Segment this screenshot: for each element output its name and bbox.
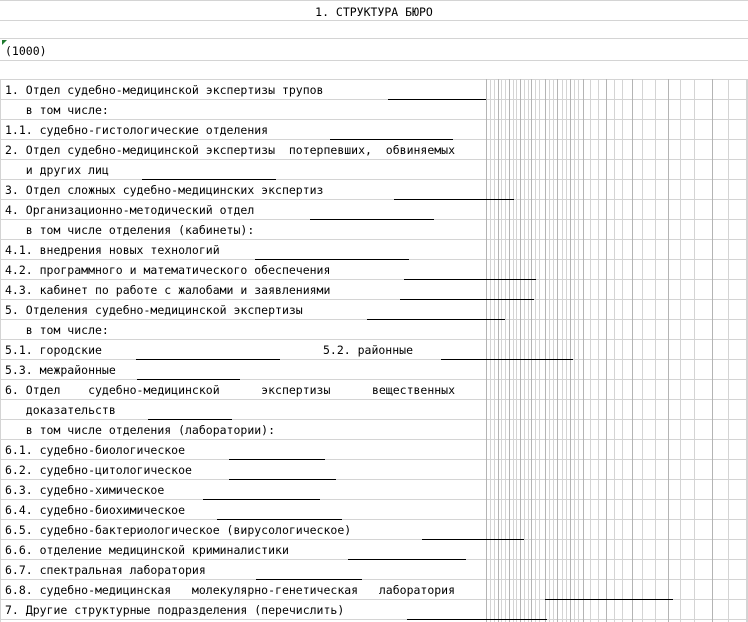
row-label-3: 3. Отдел сложных судебно-медицинских экспертиз <box>5 183 324 197</box>
row-label-4-sub: в том числе отделения (кабинеты): <box>5 223 255 237</box>
row-label-4-3: 4.3. кабинет по работе с жалобами и заявлениями <box>5 283 331 297</box>
row-label-5: 5. Отделения судебно-медицинской экспертизы <box>5 303 303 317</box>
answer-field-4-2[interactable] <box>404 279 536 280</box>
grid-column-line <box>501 79 502 622</box>
grid-row-line <box>0 359 748 360</box>
row-label-1: 1. Отдел судебно-медицинской экспертизы трупов <box>5 83 324 97</box>
grid-row-line <box>0 239 748 240</box>
grid-row-line <box>0 199 748 200</box>
answer-field-6-2[interactable] <box>229 479 336 480</box>
grid-row-line <box>0 279 748 280</box>
grid-column-line <box>570 79 571 622</box>
grid-column-line <box>505 79 506 622</box>
row-label-2-cont: и других лиц <box>5 163 109 177</box>
row-label-6-2: 6.2. судебно-цитологическое <box>5 463 192 477</box>
grid-column-line <box>549 79 550 622</box>
grid-column-line <box>583 79 584 622</box>
grid-column-line <box>712 79 713 622</box>
answer-field-4[interactable] <box>310 219 434 220</box>
grid-row-line <box>0 539 748 540</box>
grid-column-line <box>539 79 540 622</box>
grid-column-line <box>642 79 643 622</box>
form-code: (1000) <box>5 44 47 58</box>
answer-field-1[interactable] <box>388 99 486 100</box>
grid-column-line <box>694 79 695 622</box>
grid-border-line <box>0 79 1 622</box>
row-label-6-8: 6.8. судебно-медицинская молекулярно-генетическая лаборатория <box>5 583 456 597</box>
answer-field-3[interactable] <box>394 199 514 200</box>
grid-column-line <box>524 79 525 622</box>
grid-column-line <box>490 79 491 622</box>
row-label-5-sub: в том числе: <box>5 323 109 337</box>
grid-row-line <box>0 60 748 61</box>
grid-column-line <box>606 79 607 622</box>
row-label-5-3: 5.3. межрайонные <box>5 363 116 377</box>
grid-column-line <box>632 79 633 622</box>
grid-row-line <box>0 159 748 160</box>
grid-column-line <box>509 79 510 622</box>
answer-field-5-2[interactable] <box>441 359 573 360</box>
row-label-6-1: 6.1. судебно-биологическое <box>5 443 186 457</box>
row-label-6-4: 6.4. судебно-биохимическое <box>5 503 186 517</box>
grid-row-line <box>0 399 748 400</box>
grid-row-line <box>0 99 748 100</box>
grid-column-line <box>531 79 532 622</box>
grid-row-line <box>0 419 748 420</box>
grid-row-line <box>0 519 748 520</box>
grid-row-line <box>0 38 748 39</box>
answer-field-5[interactable] <box>367 319 505 320</box>
grid-column-line <box>498 79 499 622</box>
grid-column-line <box>578 79 579 622</box>
row-label-6-5: 6.5. судебно-бактериологическое (вирусологическое) <box>5 523 352 537</box>
row-label-4-1: 4.1. внедрения новых технологий <box>5 243 220 257</box>
grid-row-line <box>0 119 748 120</box>
grid-column-line <box>566 79 567 622</box>
grid-column-line <box>520 79 521 622</box>
grid-row-line <box>0 459 748 460</box>
grid-column-line <box>655 79 656 622</box>
grid-column-line <box>590 79 591 622</box>
row-label-6-7: 6.7. спектральная лаборатория <box>5 563 206 577</box>
answer-field-2[interactable] <box>142 179 276 180</box>
grid-column-line <box>598 79 599 622</box>
grid-row-line <box>0 299 748 300</box>
grid-column-line <box>614 79 615 622</box>
answer-field-6-4[interactable] <box>217 519 342 520</box>
grid-column-line <box>680 79 681 622</box>
answer-field-6-7[interactable] <box>256 579 362 580</box>
page-title: 1. СТРУКТУРА БЮРО <box>315 5 433 19</box>
grid-row-line <box>0 579 748 580</box>
row-label-7: 7. Другие структурные подразделения (перечислить) <box>5 603 345 617</box>
grid-column-line <box>528 79 529 622</box>
row-label-6-6: 6.6. отделение медицинской криминалистики <box>5 543 289 557</box>
answer-field-5-1[interactable] <box>136 359 280 360</box>
grid-column-line <box>574 79 575 622</box>
row-label-1-sub: в том числе: <box>5 103 109 117</box>
grid-column-line <box>516 79 517 622</box>
row-label-5-2: 5.2. районные <box>323 343 414 357</box>
grid-column-line <box>545 79 546 622</box>
grid-column-line <box>557 79 558 622</box>
answer-field-6-3[interactable] <box>203 499 320 500</box>
answer-field-5-3[interactable] <box>137 379 240 380</box>
grid-column-line <box>535 79 536 622</box>
grid-column-line <box>728 79 729 622</box>
answer-field-6-5[interactable] <box>422 539 524 540</box>
grid-row-line <box>0 79 748 80</box>
grid-column-line <box>486 79 487 622</box>
grid-column-line <box>562 79 563 622</box>
grid-row-line <box>0 379 748 380</box>
grid-row-line <box>0 179 748 180</box>
answer-field-7[interactable] <box>407 619 547 620</box>
grid-row-line <box>0 0 748 1</box>
row-label-6-3: 6.3. судебно-химическое <box>5 483 165 497</box>
answer-field-6-6[interactable] <box>348 559 466 560</box>
answer-field-4-3[interactable] <box>400 299 534 300</box>
grid-row-line <box>0 339 748 340</box>
grid-row-line <box>0 439 748 440</box>
grid-row-line <box>0 20 748 21</box>
answer-field-6[interactable] <box>148 419 232 420</box>
answer-field-1-1[interactable] <box>330 139 453 140</box>
grid-row-line <box>0 619 748 620</box>
grid-column-line <box>553 79 554 622</box>
row-label-6: 6. Отдел судебно-медицинской экспертизы вещественных <box>5 383 456 397</box>
grid-column-line <box>668 79 669 622</box>
row-label-4: 4. Организационно-методический отдел <box>5 203 255 217</box>
row-label-5-1: 5.1. городские <box>5 343 102 357</box>
row-label-1-1: 1.1. судебно-гистологические отделения <box>5 123 269 137</box>
answer-field-6-8[interactable] <box>545 599 673 600</box>
row-label-4-2: 4.2. программного и математического обеспечения <box>5 263 331 277</box>
answer-field-6-1[interactable] <box>229 459 325 460</box>
row-label-6-cont: доказательств <box>5 403 116 417</box>
row-label-6-sub: в том числе отделения (лаборатории): <box>5 423 276 437</box>
answer-field-4-1[interactable] <box>255 259 409 260</box>
row-label-2: 2. Отдел судебно-медицинской экспертизы потерпевших, обвиняемых <box>5 143 456 157</box>
grid-row-line <box>0 479 748 480</box>
grid-column-line <box>494 79 495 622</box>
grid-column-line <box>513 79 514 622</box>
grid-column-line <box>622 79 623 622</box>
grid-row-line <box>0 499 748 500</box>
